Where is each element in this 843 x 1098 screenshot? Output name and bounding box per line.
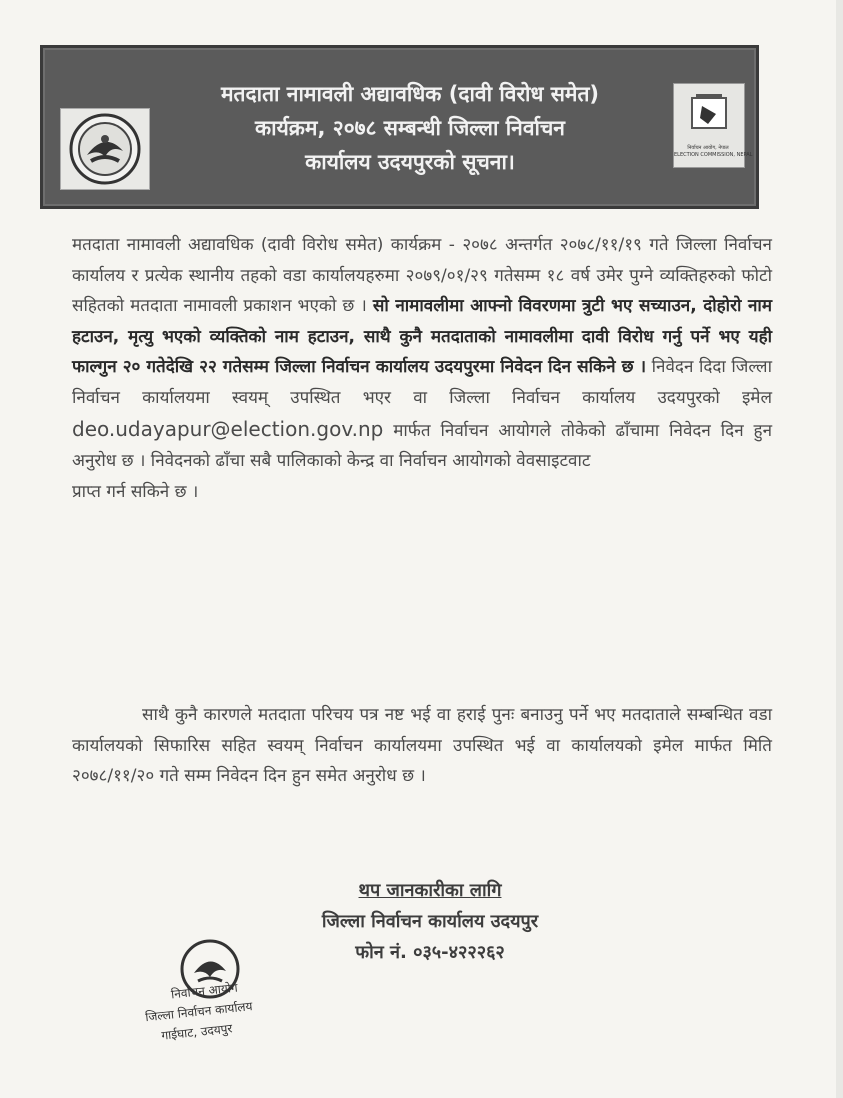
- banner-title-line-3: कार्यालय उदयपुरको सूचना।: [305, 150, 515, 174]
- logo-caption-nepali: निर्वाचन आयोग, नेपाल: [687, 145, 729, 151]
- signature-phone: फोन नं. ०३५-४२२२६२: [355, 942, 505, 963]
- page-edge: [836, 0, 843, 1098]
- banner-title-line-2: कार्यक्रम, २०७८ सम्बन्धी जिल्ला निर्वाचन: [255, 116, 565, 140]
- notice-text-id-card: साथै कुनै कारणले मतदाता परिचय पत्र नष्ट भई वा हराई पुनः बनाउनु पर्ने भए मतदाताले सम्बन्धित वडा कार्यालयको सिफारिस सहित स्वयम् निर्वाचन कार्यालयमा उपस्थित भई वा कार्यालयको इमेल मार्फत मिति २०७८/११/२० गते सम्म निवेदन दिन हुन समेत अनुरोध छ ।: [72, 705, 772, 787]
- notice-text-bold: सो नामावलीमा आफ्नो विवरणमा त्रुटी भए सच्याउन, दोहोरो नाम हटाउन, मृत्यु भएको व्यक्तिको नाम हटाउन, साथै कुनै मतदाताको नामावलीमा दावी विरोध गर्नु पर्ने भए यही फाल्गुन २० गतेदेखि २२ गतेसम्म जिल्ला निर्वाचन कार्यालय उदयपुरमा निवेदन दिन सकिने छ ।: [72, 296, 772, 378]
- banner-title: [150, 77, 670, 179]
- notice-text-closing: प्राप्त गर्न सकिने छ ।: [72, 481, 199, 502]
- notice-text-format: मार्फत निर्वाचन आयोगले तोकेको ढाँचामा निवेदन दिन हुन अनुरोध छ । निवेदनको ढाँचा सबै पालिकाको केन्द्र वा निर्वाचन आयोगको वेवसाइटवाट: [72, 420, 772, 472]
- signature-for-more-info: थप जानकारीका लागि: [358, 880, 502, 901]
- stamp-line-1: निर्वाचन आयोग: [170, 980, 239, 1002]
- banner-title-line-1: मतदाता नामावली अद्यावधिक (दावी विरोध समेत): [220, 82, 600, 106]
- logo-caption-english: ELECTION COMMISSION, NEPAL: [674, 152, 753, 158]
- notice-paragraph-1: [72, 230, 772, 507]
- stamp-line-2: जिल्ला निर्वाचन कार्यालय: [144, 999, 254, 1025]
- stamp-line-3: गाईघाट, उदयपुर: [160, 1021, 234, 1043]
- logo-caption: [674, 145, 753, 159]
- notice-paragraph-2: [72, 700, 772, 792]
- notice-text-application: निवेदन दिदा जिल्ला निर्वाचन कार्यालयमा स्वयम् उपस्थित भएर वा जिल्ला निर्वाचन कार्यालय उदयपुरको इमेल: [72, 357, 772, 408]
- contact-email-link[interactable]: deo.udayapur@election.gov.np: [72, 416, 384, 441]
- election-commission-emblem-icon: [60, 108, 150, 190]
- signature-block: [250, 875, 610, 968]
- notice-text-intro: मतदाता नामावली अद्यावधिक (दावी विरोध समेत) कार्यक्रम - २०७८ अन्तर्गत २०७८/११/१९ गते जिल्ला निर्वाचन कार्यालय र प्रत्येक स्थानीय तहको वडा कार्यालयहरुमा २०७९/०१/२९ गतेसम्म १८ वर्ष उमेर पुग्ने व्यक्तिहरुको फोटो सहितको मतदाता नामावली प्रकाशन भएको छ ।: [72, 235, 772, 317]
- signature-office-name: जिल्ला निर्वाचन कार्यालय उदयपुर: [321, 911, 539, 932]
